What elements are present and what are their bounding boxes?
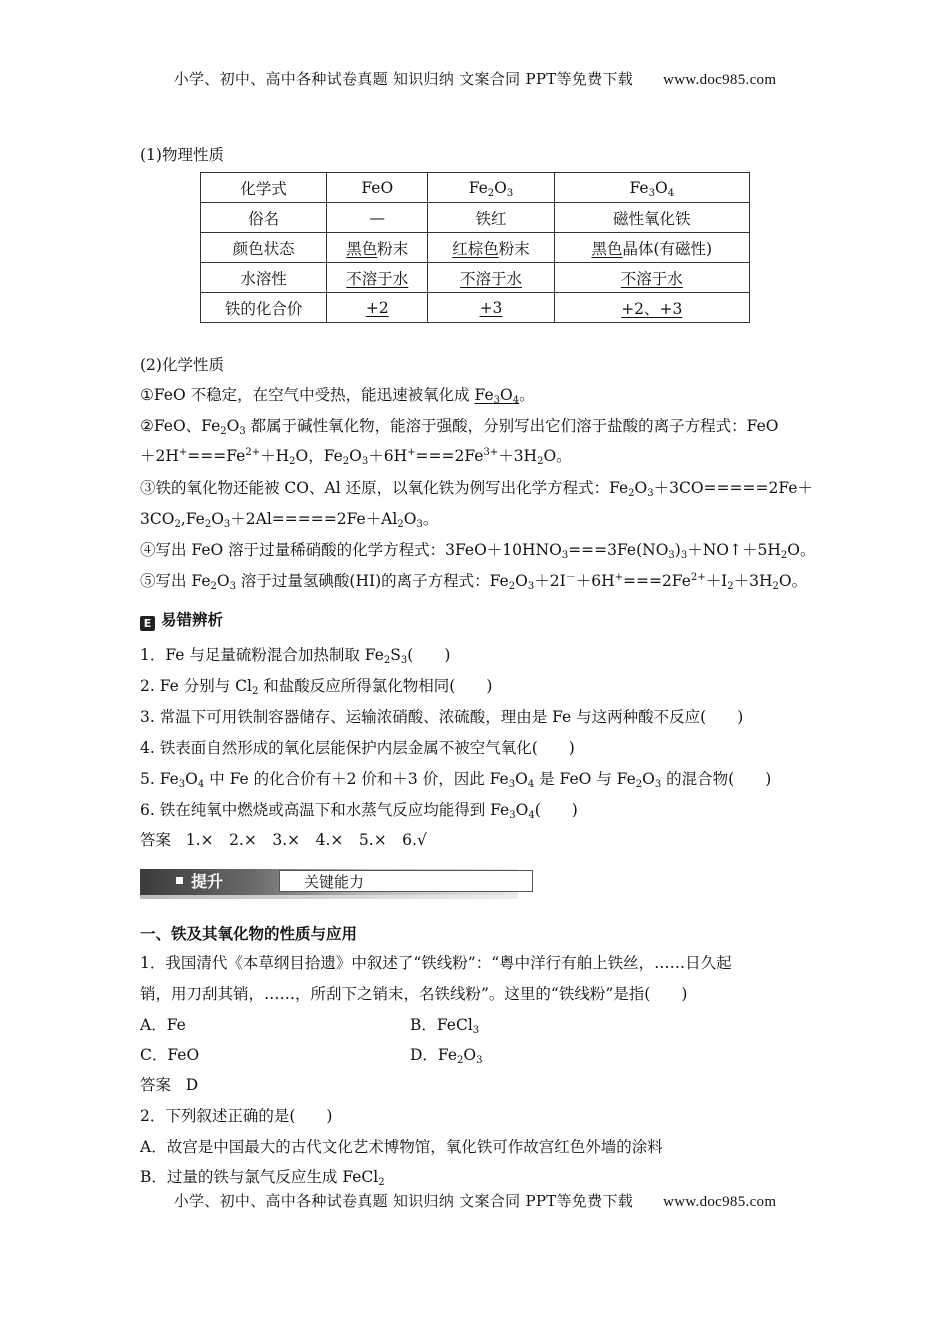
- chem-item-3: ③铁的氧化物还能被 CO、Al 还原，以氧化铁为例写出化学方程式：$Fe_2O_3+3CO=====2Fe+$: [140, 479, 813, 499]
- answer-label: 答案: [140, 1076, 172, 1094]
- q2-stem: 2．下列叙述正确的是( ): [140, 1107, 333, 1125]
- error-item: 4. 铁表面自然形成的氧化层能保护内层金属不被空气氧化( ): [140, 739, 575, 757]
- error-item: 5. $Fe_3O_4$ 中 Fe 的化合价有＋2 价和＋3 价，因此 $Fe_3O_4$ 是 FeO 与 $Fe_2O_3$ 的混合物( ): [140, 770, 772, 790]
- table-cell: 铁红: [428, 203, 554, 233]
- table-cell: 不溶于水: [428, 263, 554, 293]
- table-header-row: [201, 173, 750, 203]
- table-cell: +2、+3: [554, 293, 749, 323]
- answer-text: 1.× 2.× 3.× 4.× 5.× 6.√: [185, 831, 427, 849]
- banner-left: [176, 869, 223, 895]
- error-item: 2. Fe 分别与 $Cl_2$ 和盐酸反应所得氯化物相同( ): [140, 677, 493, 697]
- answer-label: 答案: [140, 831, 172, 849]
- banner-left-label: 提升: [191, 872, 224, 891]
- errors-answer: [140, 828, 810, 850]
- chem-item-2: ②FeO、$Fe_2O_3$ 都属于碱性氧化物，能溶于强酸，分别写出它们溶于盐酸的离子方程式：FeO: [140, 417, 779, 437]
- q1-option-d: D．$Fe_2O_3$: [410, 1046, 483, 1066]
- banner-shadow: [140, 895, 518, 899]
- header-text: 小学、初中、高中各种试卷真题 知识归纳 文案合同 PPT等免费下载: [173, 70, 634, 88]
- error-section-icon: E: [140, 616, 155, 631]
- footer-url[interactable]: www.doc985.com: [663, 1194, 777, 1210]
- page-footer: [0, 1190, 950, 1211]
- chem-item-5: ⑤写出 $Fe_2O_3$ 溶于过量氢碘酸(HI)的离子方程式：$Fe_2O_3+2I^-+6H^+===2Fe^{2+}+I_2+3H_2O$。: [140, 572, 808, 592]
- col-label-cell: 化学式: [201, 173, 327, 203]
- q2-option-a: A．故宫是中国最大的古代文化艺术博物馆，氧化铁可作故宫红色外墙的涂料: [140, 1138, 663, 1156]
- q1-option-b: B．FeCl$_3$: [410, 1016, 480, 1036]
- formula-fe3o4: $Fe_3O_4$: [554, 173, 749, 203]
- row-label: 水溶性: [201, 263, 327, 293]
- q1-stem-1: 1．我国清代《本草纲目拾遗》中叙述了“铁线粉”：“粤中洋行有舶上铁丝，……日久起: [140, 954, 732, 972]
- table-cell: 不溶于水: [327, 263, 428, 293]
- table-row: [201, 263, 750, 293]
- q1-stem-2: 销，用刀刮其销，……，所刮下之销末，名铁线粉”。这里的“铁线粉”是指( ): [140, 985, 688, 1003]
- footer-text: 小学、初中、高中各种试卷真题 知识归纳 文案合同 PPT等免费下载: [173, 1192, 634, 1210]
- table-cell: —: [327, 203, 428, 233]
- row-label: 颜色状态: [201, 233, 327, 263]
- table-cell: 黑色晶体(有磁性): [554, 233, 749, 263]
- chem-item-3-cont: $3CO_2,Fe_2O_3+2Al=====2Fe+Al_2O_3$。: [140, 510, 439, 530]
- physical-title: (1)物理性质: [140, 146, 224, 164]
- chem-item-1: ①FeO 不稳定，在空气中受热，能迅速被氧化成 $Fe_3O_4$。: [140, 386, 535, 406]
- banner-right: 关键能力: [279, 870, 533, 892]
- table-cell: 磁性氧化铁: [554, 203, 749, 233]
- answer-value: D: [185, 1076, 199, 1094]
- part1-title: 一、铁及其氧化物的性质与应用: [140, 925, 358, 943]
- q2-option-b: B．过量的铁与氯气反应生成 FeCl$_2$: [140, 1168, 385, 1188]
- header-url[interactable]: www.doc985.com: [663, 72, 777, 88]
- chem-item-4: ④写出 FeO 溶于过量稀硝酸的化学方程式：$3FeO+10HNO_3===3Fe(NO_3)_3+NO↑+5H_2O$。: [140, 541, 816, 561]
- section-banner: [140, 865, 518, 899]
- table-cell: +2: [327, 293, 428, 323]
- page-header: [0, 68, 950, 89]
- error-item: 1．Fe 与足量硫粉混合加热制取 $Fe_2S_3$( ): [140, 646, 451, 666]
- row-label: 俗名: [201, 203, 327, 233]
- table-cell: 黑色粉末: [327, 233, 428, 263]
- square-icon: [176, 877, 183, 884]
- table-cell: 不溶于水: [554, 263, 749, 293]
- table-row: [201, 293, 750, 323]
- table-cell: +3: [428, 293, 554, 323]
- errors-title-row: [140, 608, 810, 631]
- error-item: 3. 常温下可用铁制容器储存、运输浓硝酸、浓硫酸，理由是 Fe 与这两种酸不反应( ): [140, 708, 744, 726]
- chem-item-2-cont: $+2H^+===Fe^{2+}+H_2O$，$Fe_2O_3+6H^+===2Fe^{3+}+3H_2O$。: [140, 447, 572, 467]
- properties-table: [200, 172, 750, 323]
- row-label: 铁的化合价: [201, 293, 327, 323]
- formula-feo: FeO: [327, 173, 428, 203]
- q1-answer: [140, 1073, 810, 1095]
- table-row: [201, 233, 750, 263]
- table-cell: 红棕色粉末: [428, 233, 554, 263]
- q1-option-a: A．Fe: [140, 1016, 186, 1034]
- chemical-title: (2)化学性质: [140, 356, 224, 374]
- formula-fe2o3: $Fe_2O_3$: [428, 173, 554, 203]
- table-row: [201, 203, 750, 233]
- errors-title: 易错辨析: [161, 611, 224, 629]
- error-item: 6. 铁在纯氧中燃烧或高温下和水蒸气反应均能得到 $Fe_3O_4$( ): [140, 801, 578, 821]
- q1-option-c: C．FeO: [140, 1046, 200, 1064]
